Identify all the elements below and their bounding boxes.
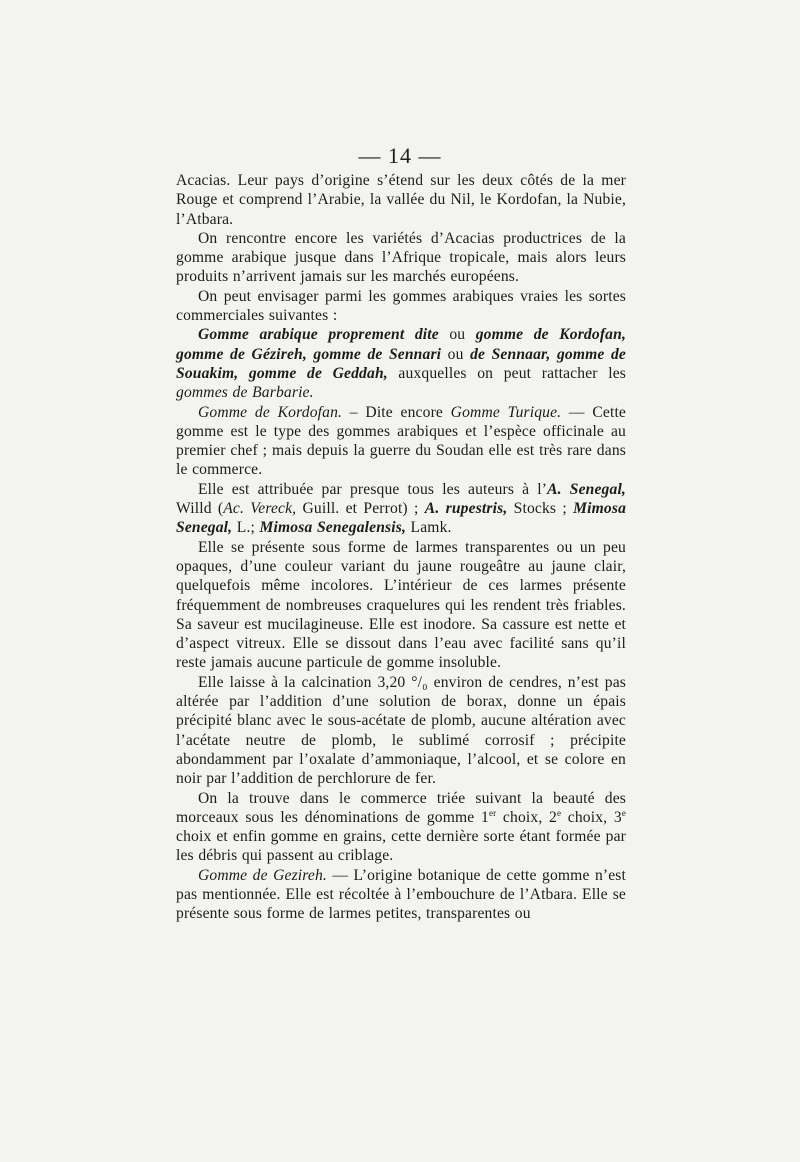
paragraph xyxy=(176,480,626,538)
text-run: Stocks ; xyxy=(507,500,574,518)
paragraph: Elle se présente sous forme de larmes transparentes ou un peu opaques, d’une couleur variant du jaune rougeâtre au jaune clair, quelquefois même incolores. L’intérieur de ces larmes présente fréquemment de nombreuses craquelures qui les rendent très friables. Sa saveur est mucilagineuse. Elle est inodore. Sa cassure est nette et d’aspect vitreux. Elle se dissout dans l’eau avec facilité sans qu’il reste jamais aucune particule de gomme insoluble. xyxy=(176,538,626,672)
text-run: Elle est attribuée par presque tous les auteurs à l’ xyxy=(198,480,548,498)
text-run: — Cette gomme est le type des gommes arabiques et l’espèce officinale au premier chef ; mais depuis la guerre du Soudan elle est très rare dans le commerce. xyxy=(176,403,626,479)
paragraph xyxy=(176,866,626,924)
species-name: Mimosa Senegalensis, xyxy=(259,519,406,537)
species-name: Ac. Vereck, xyxy=(223,500,297,518)
section-heading: Gomme de Kordofan. xyxy=(198,403,343,421)
text-run: choix et enfin gomme en grains, cette dernière sorte étant formée par les débris qui passent au criblage. xyxy=(176,828,626,865)
section-heading: Gomme de Gezireh. xyxy=(198,866,327,884)
superscript: er xyxy=(488,807,497,818)
text-run: ou xyxy=(441,345,471,363)
paragraph xyxy=(176,789,626,866)
text-run: – Dite encore xyxy=(342,403,451,421)
paragraph xyxy=(176,325,626,402)
emphasis: gomme de Kordofan, gomme de Gézireh, gomme de Sennari xyxy=(176,326,626,363)
paragraph: On peut envisager parmi les gommes arabiques vraies les sortes commerciales suivantes : xyxy=(176,287,626,325)
emphasis: de Sennaar, gomme de Souakim, gomme de Geddah, xyxy=(176,345,627,382)
emphasis: gommes de Barbarie. xyxy=(176,384,314,402)
text-run: On la trouve dans le commerce triée suivant la beauté des morceaux sous les dénominations de gomme 1 xyxy=(176,789,626,826)
emphasis: Gomme arabique proprement dite xyxy=(198,326,439,344)
text-run: Willd ( xyxy=(176,500,224,518)
text-run: ou xyxy=(438,326,476,344)
page-number: — 14 — xyxy=(358,143,442,168)
text-run: Lamk. xyxy=(406,519,452,537)
emphasis: Gomme Turique. xyxy=(450,403,562,421)
text-run: choix, 3 xyxy=(561,808,622,826)
text-run: choix, 2 xyxy=(496,808,557,826)
paragraph: Acacias. Leur pays d’origine s’étend sur les deux côtés de la mer Rouge et comprend l’Arabie, la vallée du Nil, le Kordofan, la Nubie, l’Atbara. xyxy=(176,172,626,228)
text-run: Guill. et Perrot) ; xyxy=(296,500,425,518)
paragraph: On rencontre encore les variétés d’Acacias productrices de la gomme arabique jusque dans l’Afrique tropicale, mais alors leurs produits n’arrivent jamais sur les marchés européens. xyxy=(176,229,626,286)
superscript: e xyxy=(556,807,562,818)
species-name: Mimosa Senegal, xyxy=(176,500,627,537)
text-run: — L’origine botanique de cette gomme n’est pas mentionnée. Elle est récoltée à l’embouchure de l’Atbara. Elle se présente sous forme de larmes petites, transparentes ou xyxy=(176,866,627,923)
superscript: e xyxy=(621,807,626,818)
body-text xyxy=(176,171,626,924)
paragraph: Elle laisse à la calcination 3,20 °/₀ environ de cendres, n’est pas altérée par l’addition d’une solution de borax, donne un épais précipité blanc avec le sous-acétate de plomb, aucune altération avec l’acétate neutre de plomb, le sublimé corrosif ; précipite abondamment par l’oxalate d’ammoniaque, l’alcool, et se colore en noir par l’addition de perchlorure de fer. xyxy=(176,673,626,788)
text-run: auxquelles on peut rattacher les xyxy=(387,364,626,382)
species-name: A. rupestris, xyxy=(424,500,508,518)
paragraph xyxy=(176,403,626,480)
species-name: A. Senegal, xyxy=(547,480,626,498)
text-run: L.; xyxy=(232,519,260,537)
